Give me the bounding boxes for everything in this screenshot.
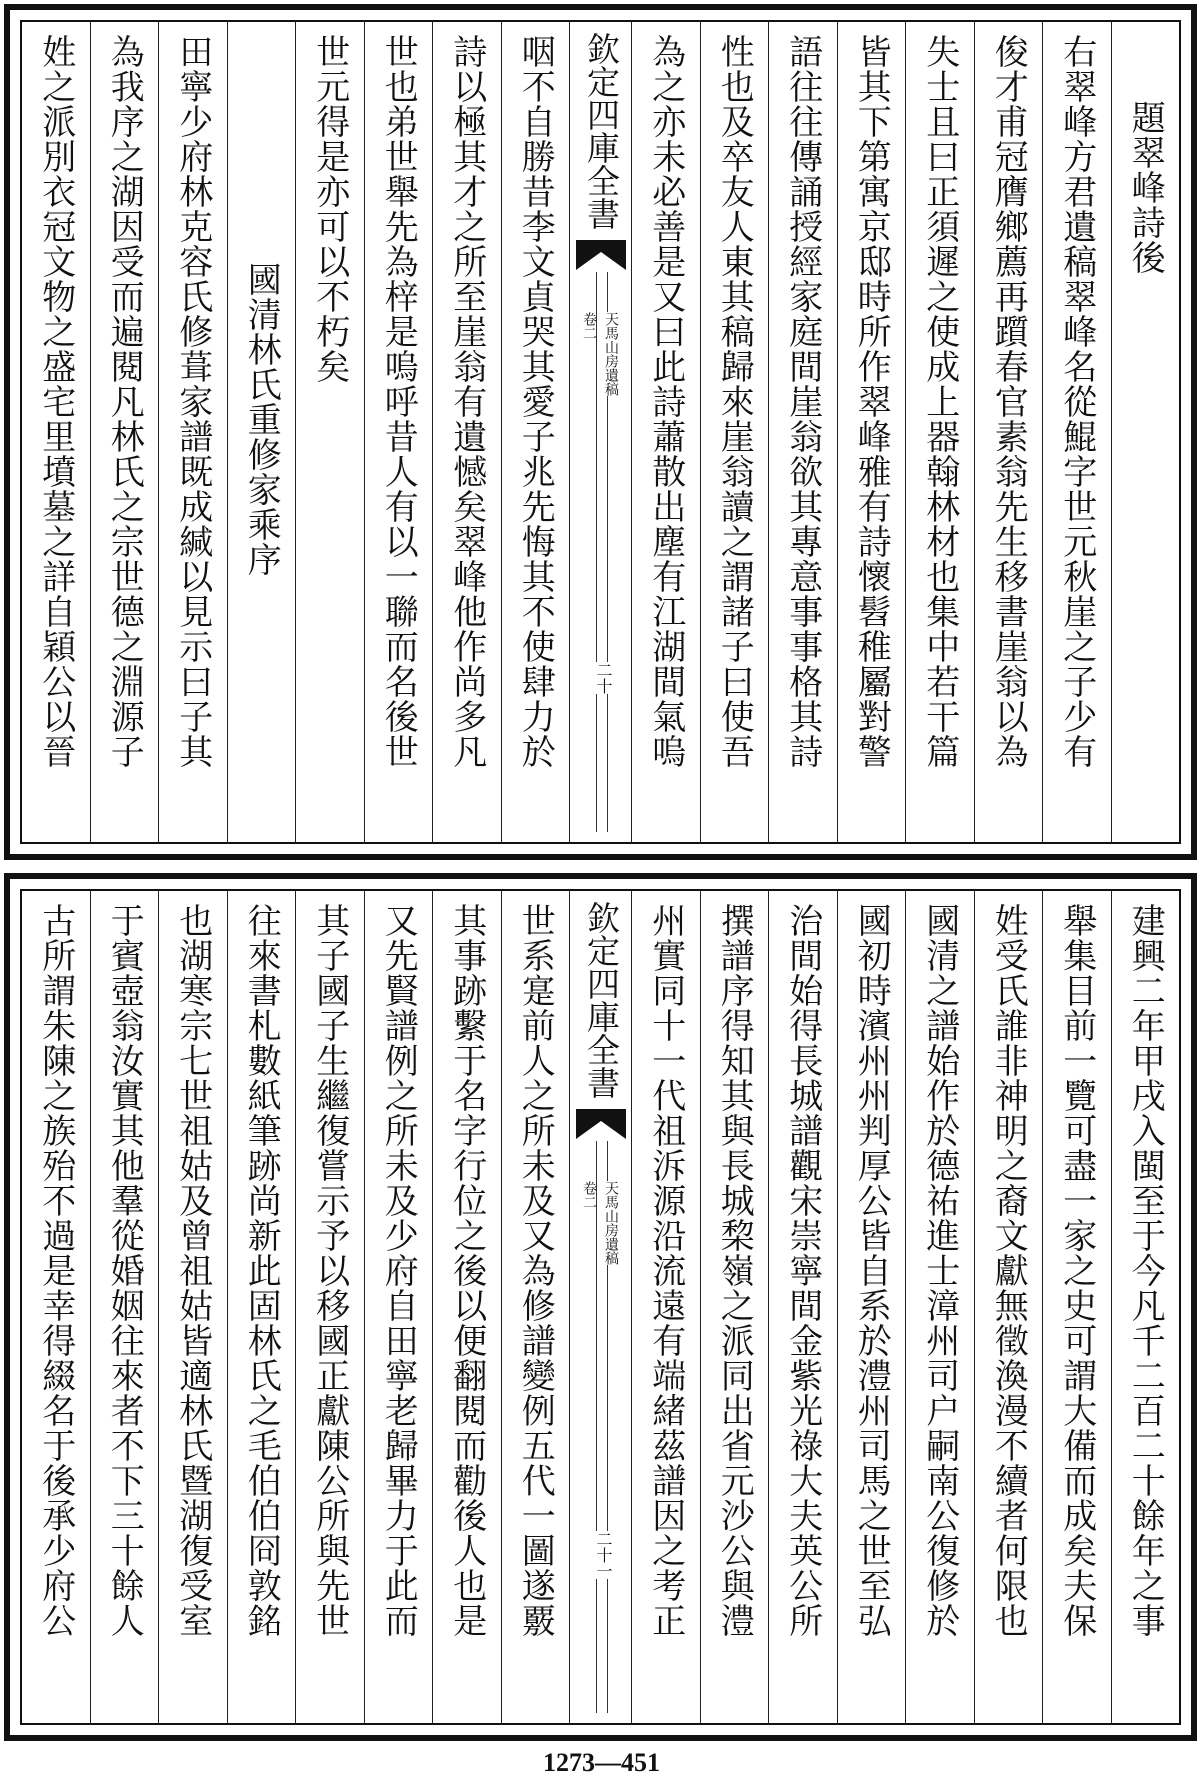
- text-line: 詩以極其才之所至崖翁有遺憾矣翠峰他作尚多凡: [446, 34, 487, 769]
- text-column: [700, 891, 769, 1723]
- text-line: 為我序之湖因受而遍閱凡林氏之宗世德之淵源子: [104, 34, 145, 769]
- text-column: [364, 22, 433, 842]
- text-column: [22, 22, 90, 842]
- leaf-number: 二十一: [594, 1531, 613, 1579]
- text-line: 為之亦未必善是又曰此詩蕭散出塵有江湖間氣嗚: [645, 34, 686, 769]
- text-column: [432, 891, 501, 1723]
- text-column: [768, 22, 837, 842]
- fish-tail-ornament-icon: [576, 1109, 626, 1139]
- page-code: 1273—451: [543, 1748, 660, 1777]
- text-column: [158, 22, 227, 842]
- text-column: [1042, 22, 1111, 842]
- text-column: [90, 891, 159, 1723]
- text-line: 又先賢譜例之所未及少府自田寧老歸畢力于此而: [378, 903, 419, 1638]
- text-column-title: [227, 22, 296, 842]
- text-column: [700, 22, 769, 842]
- text-line: 右翠峰方君遺稿翠峰名從鯤字世元秋崖之子少有: [1056, 34, 1097, 769]
- text-line: 姓之派別衣冠文物之盛宅里墳墓之詳自穎公以晉: [35, 34, 76, 769]
- text-line: 往來書札數紙筆跡尚新此固林氏之毛伯伯冏敦銘: [241, 903, 282, 1638]
- text-line: 其事跡繫于名字行位之後以便翻閱而勸後人也是: [446, 903, 487, 1638]
- book-title: 欽定四庫全書: [582, 901, 621, 1099]
- book-banner: [569, 891, 631, 1723]
- work-title: 天馬山房遺稿: [603, 312, 619, 396]
- text-line: 古所謂朱陳之族殆不過是幸得綴名于後承少府公: [35, 903, 76, 1638]
- text-line: 世系寔前人之所未及又為修譜變例五代一圖遂覈: [515, 903, 556, 1638]
- text-line: 國初時濱州州判厚公皆自系於澧州司馬之世至弘: [851, 903, 892, 1638]
- leaf-number: 二十: [594, 662, 613, 694]
- text-line: 皆其下第寓京邸時所作翠峰雅有詩懷髫稚屬對警: [851, 34, 892, 769]
- text-line: 舉集目前一覽可盡一家之史可謂大備而成矣夫保: [1056, 903, 1097, 1638]
- text-line: 語往往傳誦授經家庭間崖翁欲其專意事事格其詩: [782, 34, 823, 769]
- text-column: [974, 22, 1043, 842]
- text-column: [1042, 891, 1111, 1723]
- text-column: [90, 22, 159, 842]
- top-page-frame: [20, 20, 1181, 844]
- book-banner: [569, 22, 631, 842]
- volume-label: 卷二: [581, 1181, 597, 1209]
- text-column: [227, 891, 296, 1723]
- text-column: [631, 891, 700, 1723]
- text-line: 俊才甫冠膺鄉薦再躓春官素翁先生移書崖翁以為: [988, 34, 1029, 769]
- text-line: 世元得是亦可以不朽矣: [309, 34, 350, 384]
- text-column: [22, 891, 90, 1723]
- text-column: [768, 891, 837, 1723]
- text-column: [295, 22, 364, 842]
- text-line: 田寧少府林克容氏修葺家譜既成緘以見示曰子其: [172, 34, 213, 769]
- text-column: [158, 891, 227, 1723]
- bottom-page: [4, 873, 1197, 1741]
- fish-tail-ornament-icon: [576, 240, 626, 270]
- text-column: [432, 22, 501, 842]
- book-title: 欽定四庫全書: [582, 32, 621, 230]
- text-line: 建興二年甲戌入閩至于今凡千二百二十餘年之事: [1125, 903, 1166, 1638]
- text-line: 國清林氏重修家乘序: [241, 262, 282, 577]
- work-title: 天馬山房遺稿: [603, 1181, 619, 1265]
- text-column-title: [1111, 22, 1180, 842]
- text-line: 失士且曰正須遲之使成上器翰林材也集中若干篇: [919, 34, 960, 769]
- text-column: [631, 22, 700, 842]
- text-line: 也湖寒宗七世祖姑及曾祖姑皆適林氏暨湖復受室: [172, 903, 213, 1638]
- text-line: 性也及卒友人東其稿歸來崖翁讀之謂諸子曰使吾: [714, 34, 755, 769]
- text-line: 撰譜序得知其與長城棃嶺之派同出省元沙公與澧: [714, 903, 755, 1638]
- text-line: 題翠峰詩後: [1125, 100, 1166, 275]
- text-line: 其子國子生繼復嘗示予以移國正獻陳公所與先世: [309, 903, 350, 1638]
- text-line: 于賓壺翁汝實其他羣從婚姻往來者不下三十餘人: [104, 903, 145, 1638]
- text-column: [905, 891, 974, 1723]
- text-line: 世也弟世舉先為梓是嗚呼昔人有以一聯而名後世: [378, 34, 419, 769]
- text-column: [295, 891, 364, 1723]
- text-line: 治間始得長城譜觀宋崇寧間金紫光祿大夫英公所: [782, 903, 823, 1638]
- bottom-page-frame: [20, 889, 1181, 1725]
- text-column: [837, 891, 906, 1723]
- text-column: [501, 22, 570, 842]
- text-line: 州實同十一代祖泝源沿流遠有端緒茲譜因之考正: [645, 903, 686, 1638]
- text-line: 姓受氏誰非神明之裔文獻無徵渙漫不續者何限也: [988, 903, 1029, 1638]
- text-column: [974, 891, 1043, 1723]
- text-line: 咽不自勝昔李文貞哭其愛子兆先悔其不使肆力於: [515, 34, 556, 769]
- text-line: 國清之譜始作於德祐進士漳州司户嗣南公復修於: [919, 903, 960, 1638]
- text-column: [1111, 891, 1180, 1723]
- volume-label: 卷二: [581, 312, 597, 340]
- top-page: [4, 4, 1197, 860]
- text-column: [364, 891, 433, 1723]
- text-column: [905, 22, 974, 842]
- text-column: [501, 891, 570, 1723]
- text-column: [837, 22, 906, 842]
